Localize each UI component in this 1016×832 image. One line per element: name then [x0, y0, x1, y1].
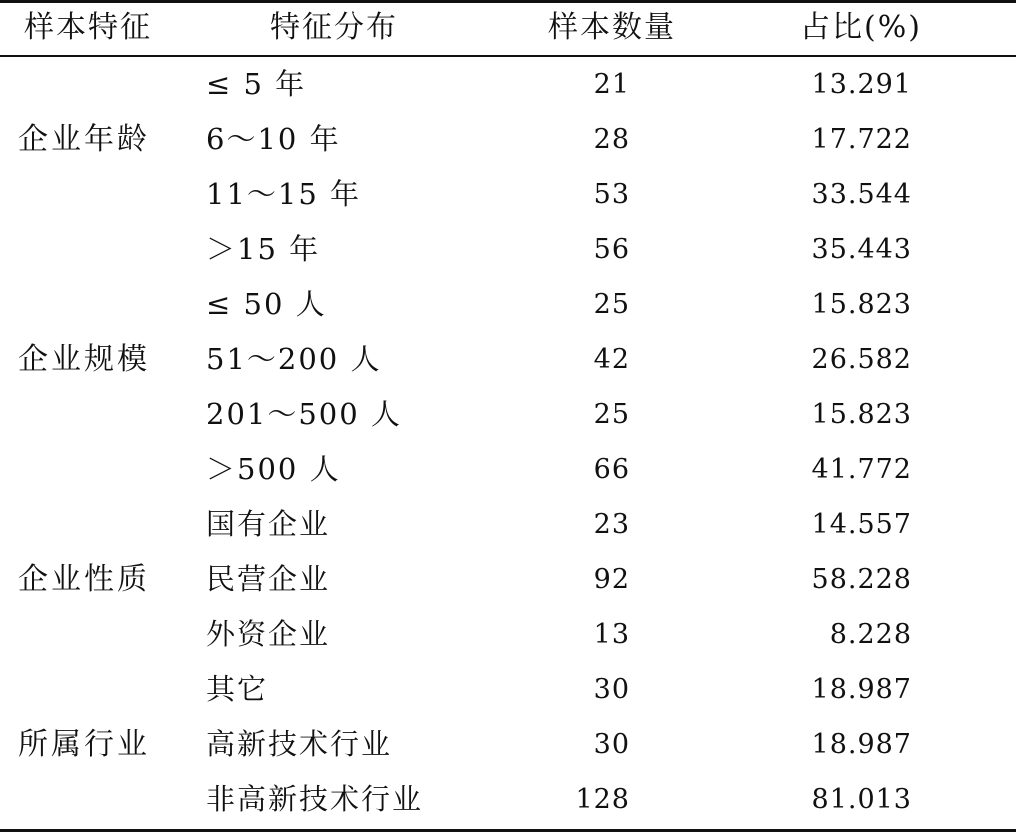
cell-distribution: 民营企业 — [206, 562, 331, 596]
table-row — [0, 717, 1016, 772]
table-row — [0, 222, 1016, 277]
table-row — [0, 772, 1016, 827]
header-feature-distribution: 特征分布 — [270, 10, 398, 45]
cell-distribution: 11～15 年 — [206, 177, 362, 211]
cell-count: 25 — [593, 289, 630, 320]
cell-count: 30 — [593, 729, 630, 760]
cell-distribution: 高新技术行业 — [206, 727, 393, 761]
cell-share: 35.443 — [811, 234, 912, 265]
table-row — [0, 57, 1016, 112]
group-label-industry: 所属行业 — [18, 727, 150, 762]
group-label-company-age: 企业年龄 — [18, 122, 150, 157]
group-label-company-ownership: 企业性质 — [18, 562, 150, 597]
table-row — [0, 332, 1016, 387]
header-share-percent: 占比(%) — [800, 10, 922, 45]
cell-count: 42 — [593, 344, 630, 375]
cell-count: 92 — [593, 564, 630, 595]
cell-distribution: ≤ 50 人 — [206, 287, 327, 321]
cell-distribution: 外资企业 — [206, 617, 331, 651]
cell-share: 15.823 — [811, 399, 912, 430]
cell-count: 23 — [593, 509, 630, 540]
table-row — [0, 277, 1016, 332]
cell-share: 15.823 — [811, 289, 912, 320]
cell-distribution: 非高新技术行业 — [206, 782, 424, 816]
cell-share: 41.772 — [811, 454, 912, 485]
cell-distribution: ≤ 5 年 — [206, 67, 307, 101]
table-row — [0, 442, 1016, 497]
cell-count: 53 — [593, 179, 630, 210]
table-row — [0, 497, 1016, 552]
cell-distribution: 6～10 年 — [206, 122, 341, 156]
cell-distribution: 其它 — [206, 672, 269, 706]
cell-share: 26.582 — [811, 344, 912, 375]
cell-distribution: ＞15 年 — [206, 232, 321, 266]
cell-count: 25 — [593, 399, 630, 430]
cell-distribution: ＞500 人 — [206, 452, 341, 486]
cell-share: 18.987 — [811, 674, 912, 705]
cell-share: 33.544 — [811, 179, 912, 210]
cell-share: 58.228 — [811, 564, 912, 595]
table-row — [0, 607, 1016, 662]
cell-distribution: 201～500 人 — [206, 397, 402, 431]
cell-count: 128 — [575, 784, 630, 815]
table-row — [0, 112, 1016, 167]
cell-count: 13 — [593, 619, 630, 650]
cell-count: 21 — [593, 69, 630, 100]
cell-count: 66 — [593, 454, 630, 485]
group-label-company-size: 企业规模 — [18, 342, 150, 377]
cell-count: 56 — [593, 234, 630, 265]
table-row — [0, 387, 1016, 442]
cell-share: 81.013 — [811, 784, 912, 815]
cell-distribution: 51～200 人 — [206, 342, 382, 376]
cell-share: 13.291 — [811, 69, 912, 100]
table-top-rule — [0, 0, 1016, 3]
cell-count: 30 — [593, 674, 630, 705]
header-sample-count: 样本数量 — [548, 10, 676, 45]
table-row — [0, 662, 1016, 717]
cell-share: 14.557 — [811, 509, 912, 540]
header-sample-feature: 样本特征 — [24, 10, 152, 45]
cell-count: 28 — [593, 124, 630, 155]
cell-share: 18.987 — [811, 729, 912, 760]
table-row — [0, 167, 1016, 222]
table-row — [0, 552, 1016, 607]
cell-distribution: 国有企业 — [206, 507, 331, 541]
cell-share: 17.722 — [811, 124, 912, 155]
cell-share: 8.228 — [829, 619, 912, 650]
